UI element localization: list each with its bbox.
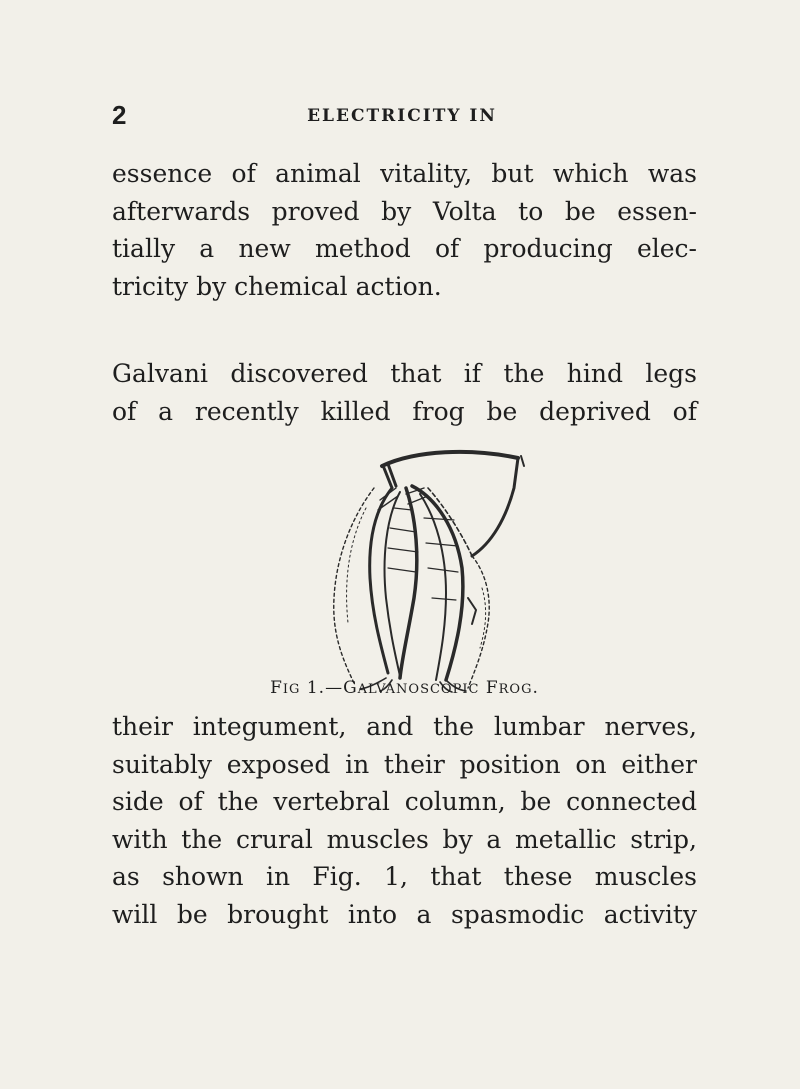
text-line: side of the vertebral column, be connected: [112, 787, 697, 816]
text-line: tially a new method of producing elec-: [112, 234, 697, 263]
text-line: suitably exposed in their position on either: [112, 749, 697, 779]
caption-galvanoscopic-rest: ALVANOSCOPIC: [357, 682, 480, 697]
paragraph-2: [112, 355, 697, 430]
text-line: with the crural muscles by a metallic strip,: [112, 824, 697, 854]
caption-prefix: F: [270, 678, 283, 698]
page-header: [112, 100, 692, 132]
paragraph-1: [112, 155, 697, 305]
text-line: will be brought into a spasmodic activity: [112, 899, 697, 929]
text-line: as shown in Fig. 1, that these muscles: [112, 862, 697, 891]
caption-frog-rest: ROG: [498, 682, 533, 697]
caption-galvanoscopic-initial: G: [343, 678, 358, 698]
figure-caption: [112, 678, 697, 698]
caption-end: .: [532, 678, 539, 698]
text-line: afterwards proved by Volta to be essen-: [112, 196, 697, 226]
caption-number: 1.—: [300, 678, 344, 698]
page-number: 2: [112, 100, 127, 130]
text-line: tricity by chemical action.: [112, 271, 442, 301]
text-line: Galvani discovered that if the hind legs: [112, 359, 697, 388]
text-line: essence of animal vitality, but which was: [112, 159, 697, 188]
caption-prefix-sc: IG: [282, 682, 301, 697]
frog-legs-drawing: [296, 448, 536, 693]
galvanoscopic-frog-illustration: [296, 448, 536, 693]
text-line: of a recently killed frog be deprived of: [112, 396, 697, 426]
paragraph-3: [112, 708, 697, 933]
caption-frog-initial: F: [479, 678, 499, 698]
running-head: ELECTRICITY IN: [307, 106, 497, 126]
text-line: their integument, and the lumbar nerves,: [112, 712, 697, 741]
